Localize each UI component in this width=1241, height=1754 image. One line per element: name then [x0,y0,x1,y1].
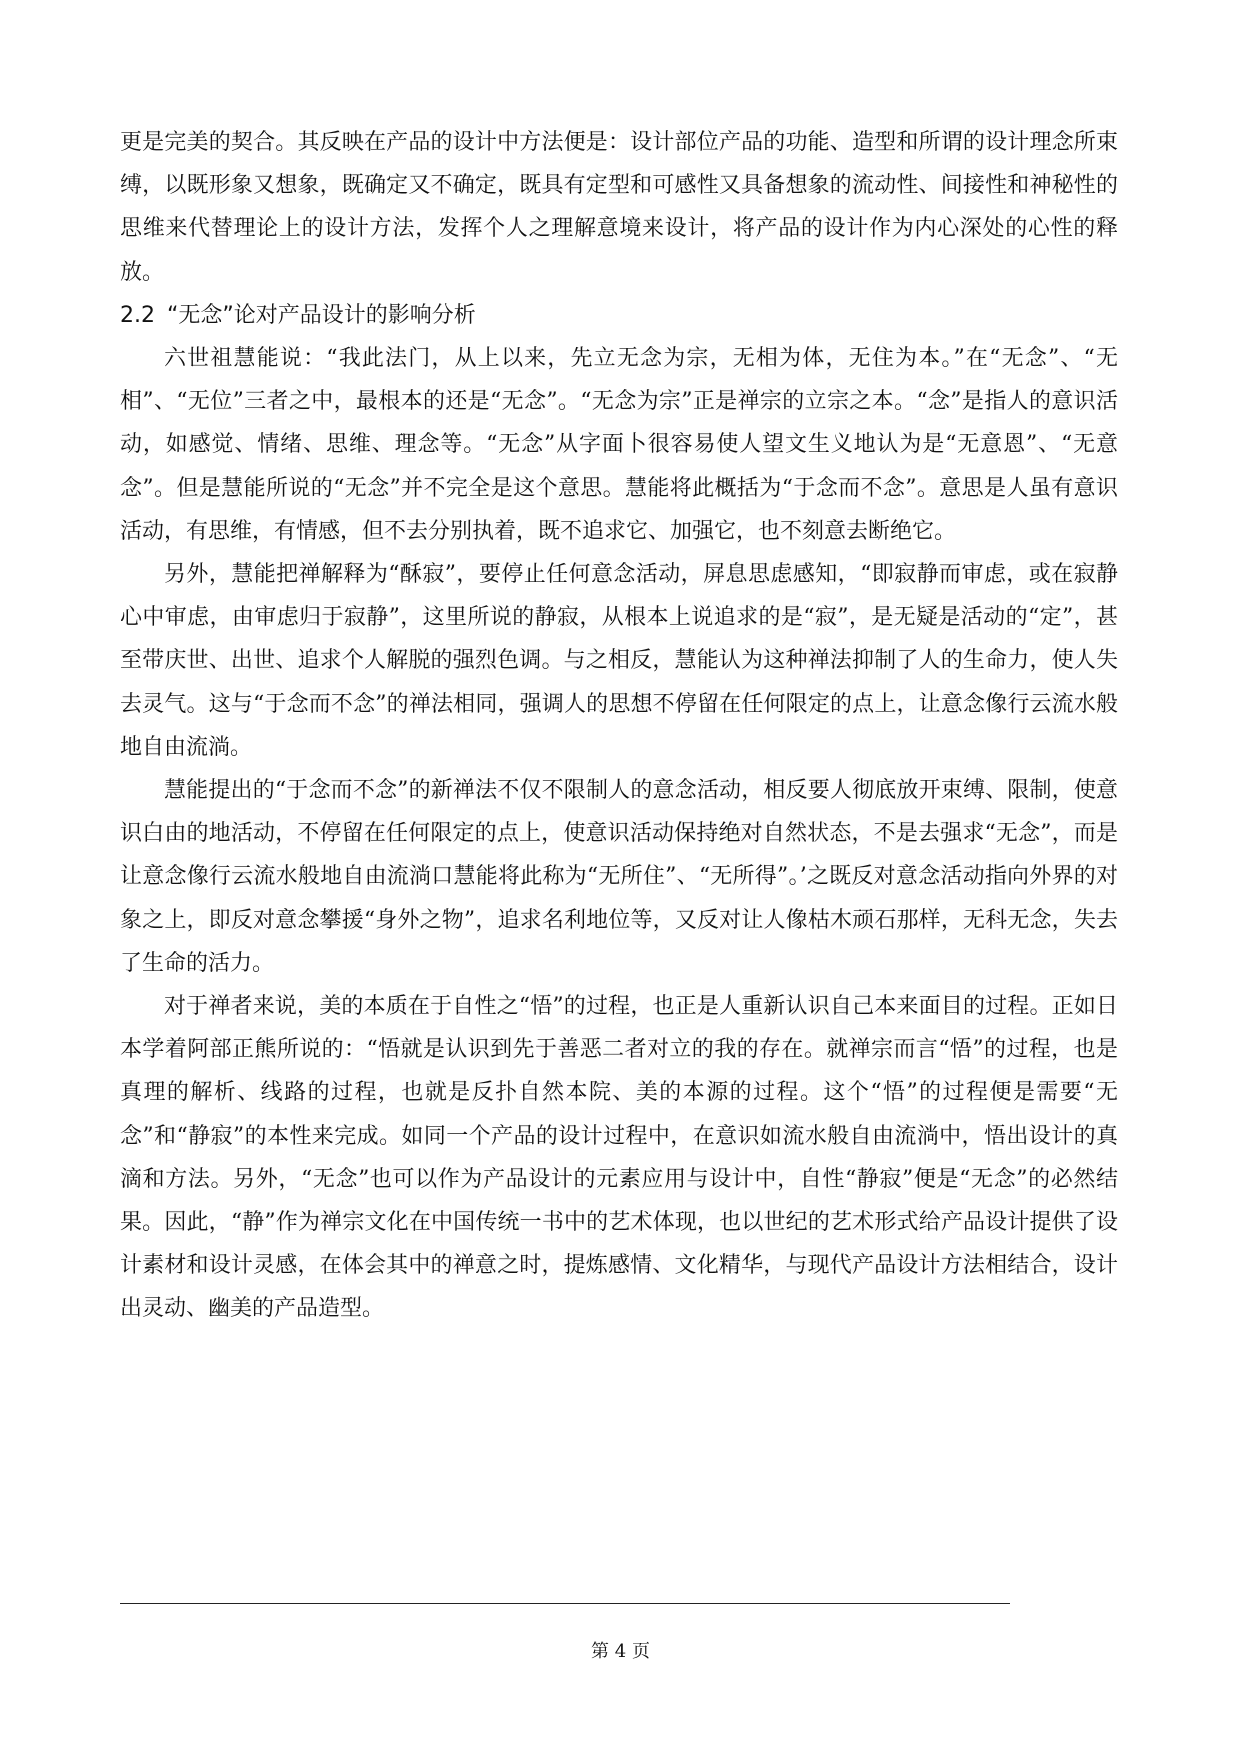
footer-divider [120,1603,1010,1604]
body-text [120,121,1118,1331]
paragraph-wunian-definition: 六世祖慧能说：“我此法门，从上以来，先立无念为宗，无相为体，无住为本。”在“无念”、“无相”、“无位”三者之中，最根本的还是“无念”。“无念为宗”正是禅宗的立宗之本。“念”是指人的意识活动，如感觉、情绪、思维、理念等。“无念”从字面卜很容易使人望文生义地认为是“无意恩”、“无意念”。但是慧能所说的“无念”并不完全是这个意思。慧能将此概括为“于念而不念”。意思是人虽有意识活动，有思维，有情感，但不去分别执着，既不追求它、加强它，也不刻意去断绝它。 [120,346,1118,544]
page-number: 第 4 页 [591,1641,650,1662]
section-title: “无念”论对产品设计的影响分析 [167,302,476,328]
paragraph-jiji: 另外，慧能把禅解释为“酥寂”，要停止任何意念活动，屏息思虑感知，“即寂静而审虑，或在寂静心中审虑，由审虑归于寂静”，这里所说的静寂，从根本上说追求的是“寂”，是无疑是活动的“定”，甚至带庆世、出世、追求个人解脱的强烈色调。与之相反，慧能认为这种禅法抑制了人的生命力，使人失去灵气。这与“于念而不念”的禅法相同，强调人的思想不停留在任何限定的点上，让意念像行云流水般地自由流淌。 [120,562,1118,760]
paragraph-wu-process: 对于禅者来说，美的本质在于自性之“悟”的过程，也正是人重新认识自己本来面目的过程。正如日本学着阿部正熊所说的：“悟就是认识到先于善恶二者对立的我的存在。就禅宗而言“悟”的过程，也是真理的解析、线路的过程，也就是反扑自然本院、美的本源的过程。这个“悟”的过程便是需要“无念”和“静寂”的本性来完成。如同一个产品的设计过程中，在意识如流水般自由流淌中，悟出设计的真滴和方法。另外，“无念”也可以作为产品设计的元素应用与设计中，自性“静寂”便是“无念”的必然结果。因此，“静”作为禅宗文化在中国传统一书中的艺术体现，也以世纪的艺术形式给产品设计提供了设计素材和设计灵感，在体会其中的禅意之时，提炼感情、文化精华，与现代产品设计方法相结合，设计出灵动、幽美的产品造型。 [120,994,1118,1322]
section-number: 2.2 [120,302,155,328]
section-heading [120,294,1118,337]
paragraph-continuation: 更是完美的契合。其反映在产品的设计中方法便是：设计部位产品的功能、造型和所谓的设计理念所束缚，以既形象又想象，既确定又不确定，既具有定型和可感性又具备想象的流动性、间接性和神秘性的思维来代替理论上的设计方法，发挥个人之理解意境来设计，将产品的设计作为内心深处的心性的释放。 [120,130,1118,285]
paragraph-new-chan-method: 慧能提出的“于念而不念”的新禅法不仅不限制人的意念活动，相反要人彻底放开束缚、限制，使意识白由的地活动，不停留在任何限定的点上，使意识活动保持绝对自然状态，不是去强求“无念”，而是让意念像行云流水般地自由流淌口慧能将此称为“无所住”、“无所得”。’之既反对意念活动指向外界的对象之上，即反对意念攀援“身外之物”，追求名利地位等，又反对让人像枯木顽石那样，无科无念，失去了生命的活力。 [120,778,1118,976]
